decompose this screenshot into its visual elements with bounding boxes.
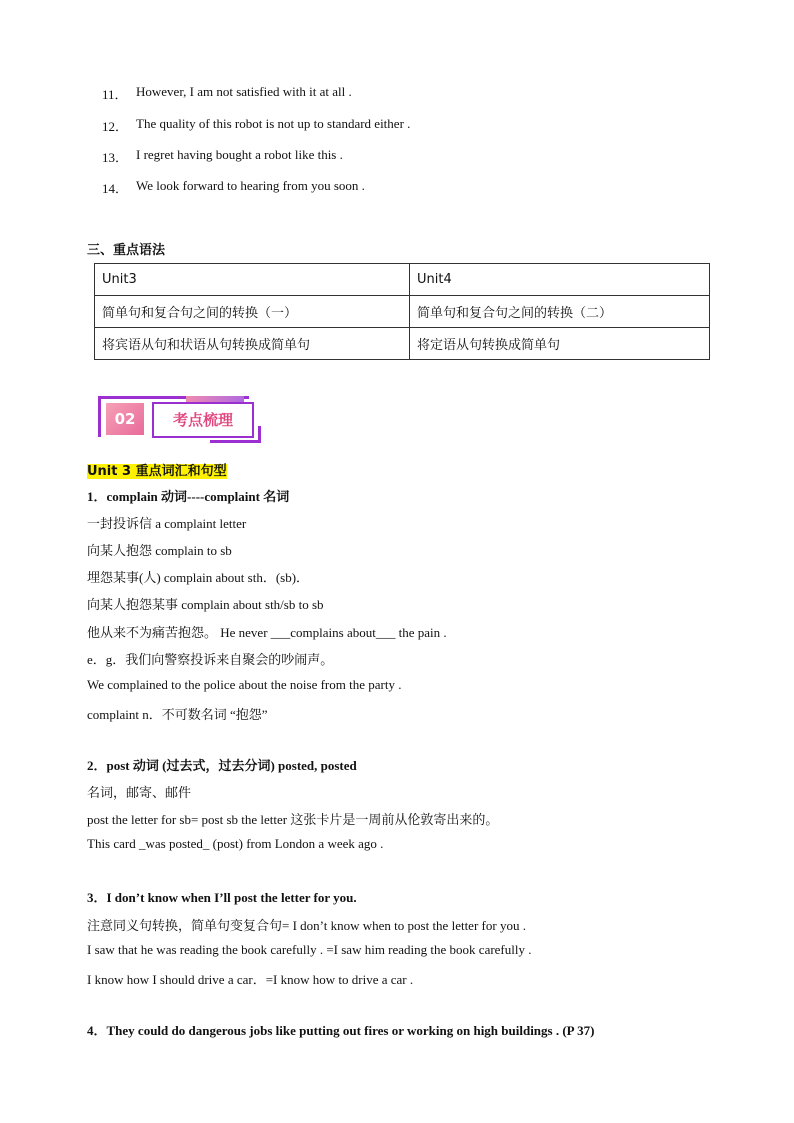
table-row bbox=[95, 328, 710, 360]
sentence-number: 11． bbox=[102, 87, 128, 102]
table-row bbox=[95, 296, 710, 328]
body-line: post the letter for sb= post sb the letter 这张卡片是一周前从伦敦寄出来的。 bbox=[87, 812, 499, 827]
body-line: 一封投诉信 a complaint letter bbox=[87, 516, 247, 531]
item-title: 1．complain 动词----complaint 名词 bbox=[87, 489, 290, 504]
sentence-number: 13． bbox=[102, 150, 129, 165]
sentence-text: I regret having bought a robot like this . bbox=[136, 147, 343, 162]
section-badge bbox=[98, 396, 266, 446]
sentence-text: We look forward to hearing from you soon . bbox=[136, 178, 365, 193]
table-cell: 将宾语从句和状语从句转换成简单句 bbox=[95, 328, 410, 360]
item-title: 2．post 动词 (过去式，过去分词) posted, posted bbox=[87, 758, 357, 773]
body-line: I know how I should drive a car．=I know how to drive a car . bbox=[87, 972, 414, 987]
body-line: I saw that he was reading the book carefully . =I saw him reading the book carefully . bbox=[87, 942, 532, 957]
table-cell: 将定语从句转换成简单句 bbox=[410, 328, 710, 360]
badge-title: 考点梳理 bbox=[152, 402, 254, 438]
table-cell: 简单句和复合句之间的转换（一） bbox=[95, 296, 410, 328]
badge-number: 02 bbox=[106, 403, 144, 435]
unit-heading-text: Unit 3 重点词汇和句型 bbox=[87, 464, 227, 479]
body-line: 埋怨某事(人) complain about sth．(sb)． bbox=[87, 570, 310, 585]
sentence-text: However, I am not satisfied with it at all . bbox=[136, 84, 352, 99]
body-line: complaint n．不可数名词 “抱怨” bbox=[87, 707, 268, 722]
section-heading: 三、重点语法 bbox=[87, 243, 166, 258]
body-line: 向某人抱怨某事 complain about sth/sb to sb bbox=[87, 597, 324, 612]
sentence-text: The quality of this robot is not up to standard either . bbox=[136, 116, 411, 131]
body-line: 名词，邮寄、邮件 bbox=[87, 785, 192, 800]
table-cell: Unit4 bbox=[410, 264, 710, 296]
table-cell: Unit3 bbox=[95, 264, 410, 296]
sentence-number: 14． bbox=[102, 181, 129, 196]
sentence-number: 12． bbox=[102, 119, 129, 134]
item-title: 4．They could do dangerous jobs like putting out fires or working on high buildings . (P 37) bbox=[87, 1023, 595, 1038]
unit-heading bbox=[87, 460, 227, 479]
body-line: This card _was posted_ (post) from London a week ago . bbox=[87, 836, 384, 851]
body-line: We complained to the police about the noise from the party . bbox=[87, 677, 402, 692]
body-line: e．g．我们向警察投诉来自聚会的吵闹声。 bbox=[87, 652, 334, 667]
item-title: 3．I don’t know when I’ll post the letter for you. bbox=[87, 890, 357, 905]
body-line: 向某人抱怨 complain to sb bbox=[87, 543, 232, 558]
table-cell: 简单句和复合句之间的转换（二） bbox=[410, 296, 710, 328]
grammar-table bbox=[94, 263, 710, 360]
body-line: 他从来不为痛苦抱怨。 He never ___complains about___ the pain . bbox=[87, 625, 447, 640]
body-line: 注意同义句转换，简单句变复合句= I don’t know when to post the letter for you . bbox=[87, 918, 526, 933]
table-row bbox=[95, 264, 710, 296]
